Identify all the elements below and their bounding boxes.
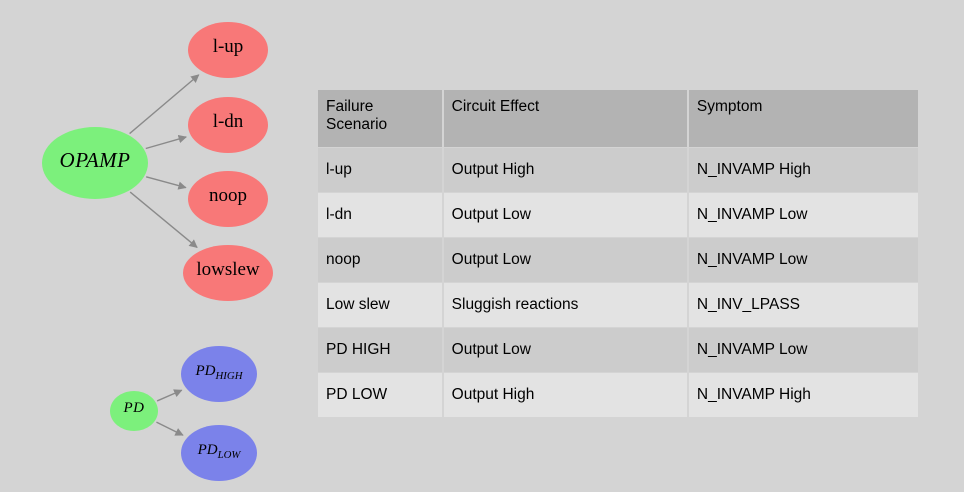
graph-edge-opamp-to-l-dn	[146, 137, 186, 149]
table-cell-r5-c2: N_INVAMP High	[689, 373, 918, 417]
table-cell-r3-c0: Low slew	[318, 283, 442, 327]
failure-table-wrapper	[316, 89, 920, 418]
graph-node-pd[interactable]	[110, 391, 158, 431]
graph-nodes	[42, 22, 273, 481]
table-header-row	[318, 90, 918, 147]
table-cell-r4-c2: N_INVAMP Low	[689, 328, 918, 372]
table-cell-r2-c1: Output Low	[444, 238, 687, 282]
table-cell-r1-c0: l-dn	[318, 193, 442, 237]
graph-node-lowslew[interactable]	[183, 245, 273, 301]
graph-node-pdlow[interactable]	[181, 425, 257, 481]
column-header-circuit-effect: Circuit Effect	[444, 90, 687, 147]
graph-edge-opamp-to-noop	[146, 177, 186, 188]
graph-node-label-lowslew: lowslew	[196, 259, 260, 281]
table-body	[318, 148, 918, 417]
graph-edge-pd-to-pdlow	[156, 422, 183, 435]
column-header-symptom: Symptom	[689, 90, 918, 147]
graph-node-label-l-dn: l-dn	[212, 111, 244, 133]
graph-edge-opamp-to-lowslew	[130, 192, 197, 247]
graph-node-pdhigh[interactable]	[181, 346, 257, 402]
table-cell-r4-c0: PD HIGH	[318, 328, 442, 372]
table-cell-r0-c0: l-up	[318, 148, 442, 192]
graph-node-label-noop: noop	[209, 185, 247, 207]
table-cell-r1-c2: N_INVAMP Low	[689, 193, 918, 237]
graph-svg	[0, 0, 320, 492]
table-cell-r4-c1: Output Low	[444, 328, 687, 372]
graph-edge-pd-to-pdhigh	[157, 390, 182, 401]
table-row	[318, 193, 918, 237]
table-cell-r0-c2: N_INVAMP High	[689, 148, 918, 192]
table-cell-r3-c1: Sluggish reactions	[444, 283, 687, 327]
graph-node-label-opamp: OPAMP	[59, 147, 131, 172]
graph-node-noop[interactable]	[188, 171, 268, 227]
column-header-failure-scenario: Failure Scenario	[318, 90, 442, 147]
failure-effect-table	[316, 89, 920, 418]
graph-node-l-dn[interactable]	[188, 97, 268, 153]
graph-node-label-pdlow: $PD_{LOW}$	[197, 442, 241, 462]
graph-node-label-pdhigh: $PD_{HIGH}$	[195, 363, 243, 383]
table-cell-r5-c0: PD LOW	[318, 373, 442, 417]
graph-node-label-pd: PD	[123, 400, 145, 417]
table-cell-r0-c1: Output High	[444, 148, 687, 192]
table-row	[318, 148, 918, 192]
table-row	[318, 328, 918, 372]
table-cell-r2-c2: N_INVAMP Low	[689, 238, 918, 282]
table-row	[318, 373, 918, 417]
failure-mode-graph	[0, 0, 320, 492]
table-row	[318, 238, 918, 282]
graph-node-label-l-up: l-up	[212, 36, 244, 58]
table-cell-r1-c1: Output Low	[444, 193, 687, 237]
table-cell-r5-c1: Output High	[444, 373, 687, 417]
graph-node-opamp[interactable]	[42, 127, 148, 199]
table-cell-r3-c2: N_INV_LPASS	[689, 283, 918, 327]
table-cell-r2-c0: noop	[318, 238, 442, 282]
graph-node-l-up[interactable]	[188, 22, 268, 78]
table-row	[318, 283, 918, 327]
